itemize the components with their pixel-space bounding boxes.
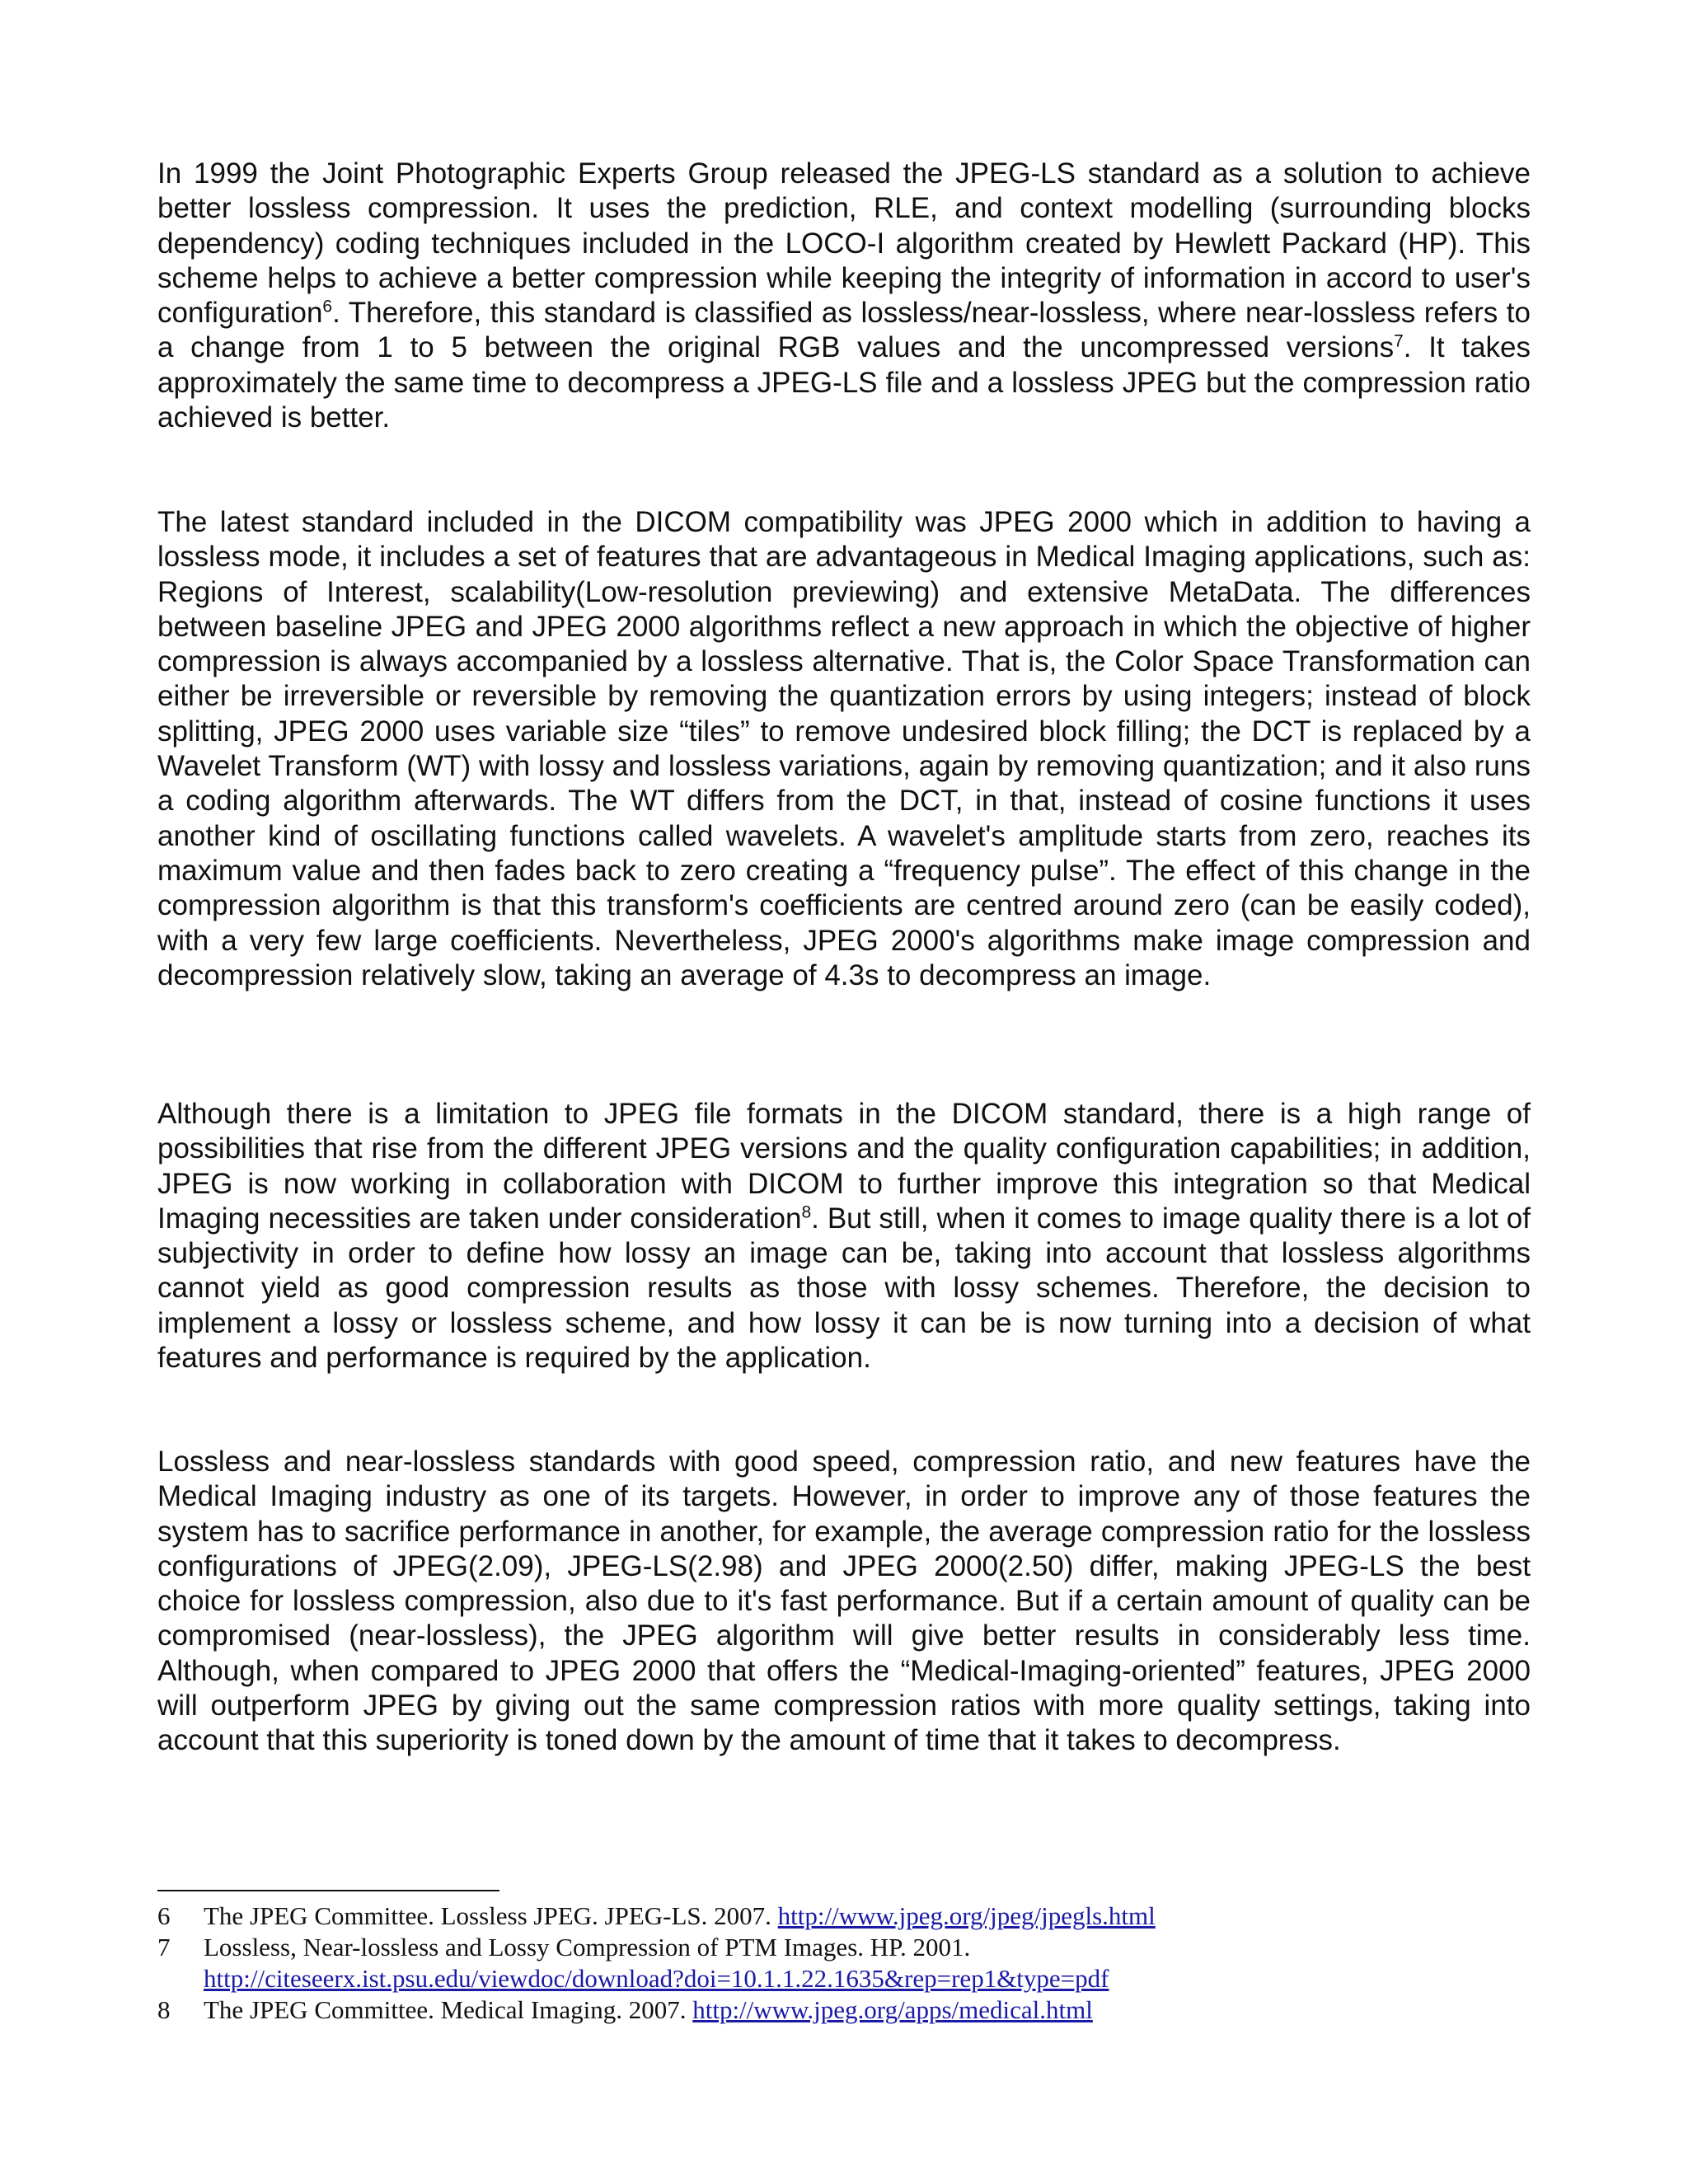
footnote-text: The JPEG Committee. Lossless JPEG. JPEG-LS. 2007. — [204, 1901, 778, 1930]
footnote-link[interactable]: http://www.jpeg.org/jpeg/jpegls.html — [777, 1901, 1156, 1930]
footnote-6 — [157, 1900, 1531, 1932]
footnote-ref-8[interactable]: 8 — [801, 1202, 812, 1222]
footnote-8 — [157, 1994, 1531, 2026]
paragraph-jpeg-ls — [157, 157, 1531, 435]
paragraph-dicom-limitation — [157, 1097, 1531, 1376]
footnote-text: The JPEG Committee. Medical Imaging. 2007. — [204, 1995, 693, 2024]
paragraph-conclusion — [157, 1445, 1531, 1759]
footnote-7 — [157, 1932, 1531, 1994]
paragraph-text: The latest standard included in the DICOM compatibility was JPEG 2000 which in addition to having a lossless mode, it includes a set of features that are advantageous in Medical Imaging applications, such as: Regions of Interest, scalability(Low-resolution previewing) and extensive MetaData. The differences between baseline JPEG and JPEG 2000 algorithms reflect a new approach in which the objective of higher compression is always accompanied by a lossless alternative. That is, the Color Space Transformation can either be irreversible or reversible by removing the quantization errors by using integers; instead of block splitting, JPEG 2000 uses variable size “tiles” to remove undesired block filling; the DCT is replaced by a Wavelet Transform (WT) with lossy and lossless variations, again by removing quantization; and it also runs a coding algorithm afterwards. The WT differs from the DCT, in that, instead of cosine functions it uses another kind of oscillating functions called wavelets. A wavelet's amplitude starts from zero, reaches its maximum value and then fades back to zero creating a “frequency pulse”. The effect of this change in the compression algorithm is that this transform's coefficients are centred around zero (can be easily coded), with a very few large coefficients. Nevertheless, JPEG 2000's algorithms make image compression and decompression relatively slow, taking an average of 4.3s to decompress an image. — [157, 506, 1531, 991]
footnote-ref-6[interactable]: 6 — [322, 297, 333, 316]
paragraph-text: Although there is a limitation to JPEG file formats in the DICOM standard, there is a high range of possibilities that rise from the different JPEG versions and the quality configuration capabilities; in addition, JPEG is now working in collaboration with DICOM to further improve this integration so that Medical Imaging necessities are taken under consideration$^8$. But still, when it comes to image quality there is a lot of subjectivity in order to define how lossy an image can be, taking into account that lossless algorithms cannot yield as good compression results as those with lossy schemes. Therefore, the decision to implement a lossy or lossless scheme, and how lossy it can be is now turning into a decision of what features and performance is required by the application. — [157, 1098, 1531, 1375]
footnote-ref-7[interactable]: 7 — [1394, 331, 1404, 351]
footnote-link[interactable]: http://www.jpeg.org/apps/medical.html — [692, 1995, 1093, 2024]
footnote-link[interactable]: http://citeseerx.ist.psu.edu/viewdoc/download?doi=10.1.1.22.1635&rep=rep1&type=pdf — [204, 1964, 1109, 1993]
paragraph-jpeg-2000 — [157, 505, 1531, 993]
footnotes — [157, 1900, 1531, 2026]
footnote-number: 8 — [157, 1995, 171, 2024]
paragraph-text: In 1999 the Joint Photographic Experts Group released the JPEG-LS standard as a solution to achieve better lossless compression. It uses the prediction, RLE, and context modelling (surrounding blocks dependency) coding techniques included in the LOCO-I algorithm created by Hewlett Packard (HP). This scheme helps to achieve a better compression while keeping the integrity of information in accord to user's configuration$^6$. Therefore, this standard is classified as lossless/near-lossless, where near-lossless refers to a change from 1 to 5 between the original RGB values and the uncompressed versions$^7$. It takes approximately the same time to decompress a JPEG-LS file and a lossless JPEG but the compression ratio achieved is better. — [157, 157, 1531, 434]
paragraph-text: Lossless and near-lossless standards with good speed, compression ratio, and new features have the Medical Imaging industry as one of its targets. However, in order to improve any of those features the system has to sacrifice performance in another, for example, the average compression ratio for the lossless configurations of JPEG(2.09), JPEG-LS(2.98) and JPEG 2000(2.50) differ, making JPEG-LS the best choice for lossless compression, also due to it's fast performance. But if a certain amount of quality can be compromised (near-lossless), the JPEG algorithm will give better results in considerably less time. Although, when compared to JPEG 2000 that offers the “Medical-Imaging-oriented” features, JPEG 2000 will outperform JPEG by giving out the same compression ratios with more quality settings, taking into account that this superiority is toned down by the amount of time that it takes to decompress. — [157, 1446, 1531, 1757]
footnote-text: Lossless, Near-lossless and Lossy Compression of PTM Images. HP. 2001. — [204, 1933, 971, 1961]
footnote-separator — [157, 1890, 499, 1891]
footnote-number: 7 — [157, 1933, 171, 1961]
footnote-number: 6 — [157, 1901, 171, 1930]
